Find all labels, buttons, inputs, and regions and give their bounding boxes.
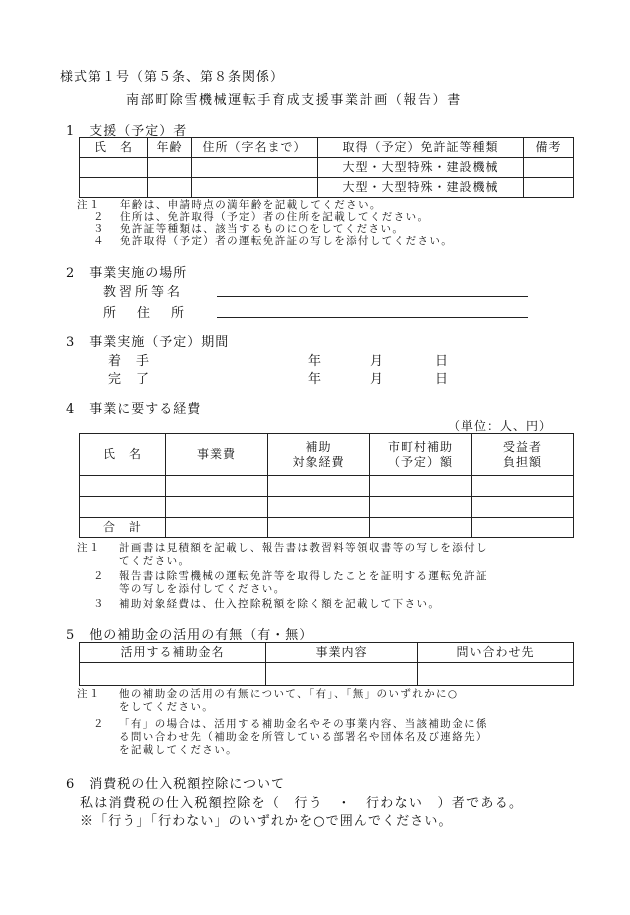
page-title: 南部町除雪機械運転手育成支援事業計画（報告）書 [126,93,462,108]
cell-age[interactable] [148,158,192,178]
school-name-field[interactable] [217,296,528,297]
cell[interactable] [80,497,166,518]
end-year: 年 [308,372,323,387]
header-subsidy-name: 活用する補助金名 [80,643,266,663]
cell-license-type[interactable]: 大型・大型特殊・建設機械 [318,178,524,198]
cell-remarks[interactable] [524,178,574,198]
header-name: 氏 名 [80,434,166,476]
note-text: 住所は、免許取得（予定）者の住所を記載してください。 [120,211,430,223]
start-year: 年 [308,354,323,369]
section5-notes [77,688,587,768]
school-name-label: 教習所等名 [103,285,184,300]
unit-label: （単位：人、円） [448,419,553,433]
section2-heading: 2 事業実施の場所 [66,266,188,281]
cell-address[interactable] [192,178,318,198]
note-text: 報告書は除雪機械の運転免許等を取得したことを証明する運転免許証 [119,570,488,582]
address-label: 所 住 所 [103,306,189,321]
section4-heading: 4 事業に要する経費 [66,402,202,417]
cell[interactable] [80,476,166,497]
cell-age[interactable] [148,178,192,198]
header-remarks: 備考 [524,138,574,158]
note-text: 等の写しを添付してください。 [119,583,286,595]
header-name: 氏 名 [80,138,148,158]
form-number: 様式第１号（第５条、第８条関係） [60,70,285,85]
cell[interactable] [80,663,266,686]
table-row [80,158,574,178]
cell[interactable] [268,476,370,497]
header-project-cost: 事業費 [166,434,268,476]
start-label: 着 手 [108,354,151,369]
cell[interactable] [472,518,574,538]
table-row [80,663,574,686]
cell[interactable] [370,476,472,497]
header-contact: 問い合わせ先 [418,643,574,663]
header-license-type: 取得（予定）免許証等種類 [318,138,524,158]
cell-remarks[interactable] [524,158,574,178]
note-text: てください。 [119,555,191,567]
header-municipal-subsidy: 市町村補助 （予定）額 [370,434,472,476]
note-text: 他の補助金の活用の有無について、「有」、「無」のいずれかに○ [119,688,459,700]
note-text: 「有」の場合は、活用する補助金名やその事業内容、当該補助金に係 [119,718,488,730]
section4-notes [77,542,587,612]
note-label: 注１ [77,199,101,211]
note-label: 注１ [77,542,101,554]
section3-heading: 3 事業実施（予定）期間 [66,335,230,350]
cell-name[interactable] [80,178,148,198]
note-label: ４ [93,235,105,247]
start-month: 月 [370,354,385,369]
note-text: 免許取得（予定）者の運転免許証の写しを添付してください。 [120,235,454,247]
note-text: 免許証等種類は、該当するものに○をしてください。 [120,223,405,235]
note-text: 年齢は、申請時点の満年齢を記載してください。 [120,199,382,211]
section6-heading: 6 消費税の仕入税額控除について [66,777,286,792]
header-eligible-cost: 補助 対象経費 [268,434,370,476]
header-address: 住所（字名まで） [192,138,318,158]
note-text: 補助対象経費は、仕入控除税額を除く額を記載して下さい。 [119,598,441,610]
cell[interactable] [418,663,574,686]
cell[interactable] [166,497,268,518]
total-row [80,518,574,538]
cell[interactable] [166,476,268,497]
note-label: 注１ [77,688,101,700]
cell-address[interactable] [192,158,318,178]
cell[interactable] [268,497,370,518]
note-label: ３ [93,598,105,610]
end-label: 完 了 [108,372,151,387]
note-text: を記載してください。 [119,744,238,756]
other-subsidy-table [79,642,574,686]
note-label: ２ [93,211,105,223]
recipient-table [79,137,574,198]
tax-deduction-statement: 私は消費税の仕入税額控除を（ 行う ・ 行わない ）者である。 [80,796,524,811]
cell[interactable] [268,518,370,538]
table-row [80,476,574,497]
section1-heading: 1 支援（予定）者 [66,124,188,139]
table-row [80,178,574,198]
tax-deduction-instruction: ※「行う」「行わない」のいずれかを○で囲んでください。 [80,814,453,829]
note-text: る問い合わせ先（補助金を所管している部署名や団体名及び連絡先） [119,731,488,743]
note-text: をしてください。 [119,701,215,713]
section5-heading: 5 他の補助金の活用の有無（有・無） [66,628,314,643]
end-month: 月 [370,372,385,387]
total-label: 合 計 [80,518,166,538]
cell[interactable] [370,497,472,518]
note-label: ３ [93,223,105,235]
cell[interactable] [370,518,472,538]
start-day: 日 [435,354,450,369]
header-project-content: 事業内容 [266,643,418,663]
cell[interactable] [166,518,268,538]
cell-license-type[interactable]: 大型・大型特殊・建設機械 [318,158,524,178]
end-day: 日 [435,372,450,387]
cell-name[interactable] [80,158,148,178]
note-label: ２ [93,718,105,730]
header-age: 年齢 [148,138,192,158]
note-label: ２ [93,570,105,582]
note-text: 計画書は見積額を記載し、報告書は教習料等領収書等の写しを添付し [119,542,488,554]
header-beneficiary-share: 受益者 負担額 [472,434,574,476]
expense-table [79,433,574,538]
cell[interactable] [472,497,574,518]
table-row [80,497,574,518]
section1-notes [77,199,577,251]
cell[interactable] [266,663,418,686]
address-field[interactable] [217,317,528,318]
cell[interactable] [472,476,574,497]
